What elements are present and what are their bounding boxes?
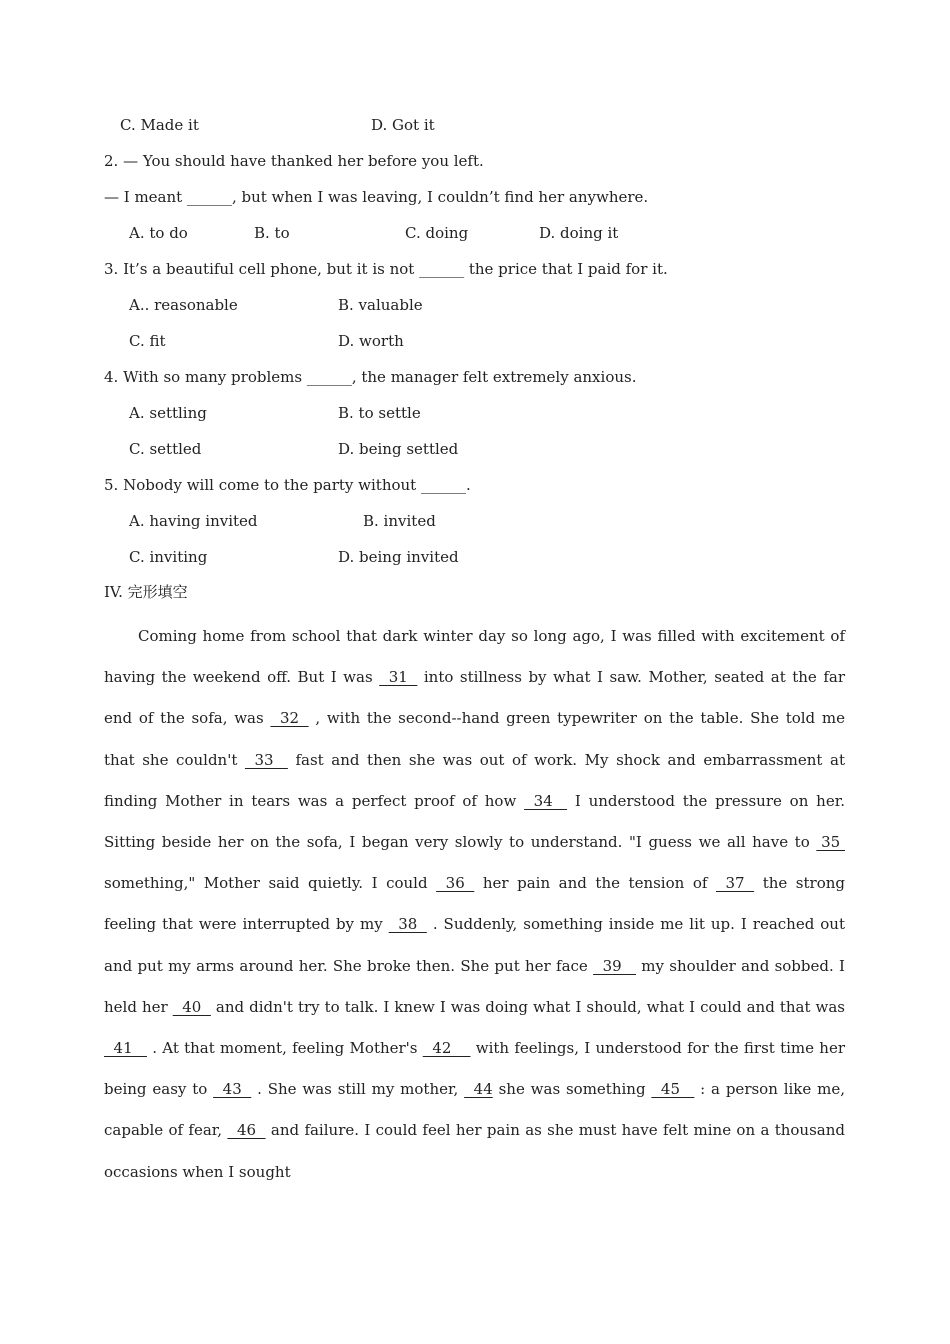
q4-option-c: C. settled — [129, 440, 202, 458]
q5-option-b: B. invited — [363, 512, 436, 530]
q2-option-b: B. to — [254, 224, 290, 242]
blank-40: 40 — [172, 997, 211, 1016]
blank-35: 35 — [816, 833, 845, 852]
passage-text: the strong feeling that were interrupted by my — [104, 874, 845, 934]
q1-option-d: D. Got it — [371, 116, 435, 134]
passage-text: : a person like me, capable of fear, — [104, 1080, 845, 1140]
blank-38: 38 — [388, 915, 427, 934]
blank-37: 37 — [715, 874, 755, 893]
q4-option-a: A. settling — [129, 404, 207, 422]
q2-option-c: C. doing — [405, 224, 469, 242]
blank-45: 45 — [651, 1080, 695, 1099]
passage-text: and failure. I could feel her pain as she must have felt mine on a thousand occasions when I sought — [104, 1121, 846, 1181]
passage-text: , with the second--hand green typewriter on the table. She told me that she couldn't — [104, 709, 845, 769]
passage-text: . She was still my mother, — [251, 1080, 465, 1099]
passage-text: with feelings, I understood for the first time her being easy to — [104, 1039, 845, 1099]
blank-42: 42 — [422, 1039, 471, 1058]
q2-line-2: — I meant ______, but when I was leaving, I couldn’t find her anywhere. — [104, 188, 649, 206]
blank-31: 31 — [379, 668, 418, 687]
blank-46: 46 — [227, 1121, 266, 1140]
q3-option-c: C. fit — [129, 332, 166, 350]
passage-text: into stillness by what I saw. Mother, seated at the far end of the sofa, was — [104, 668, 845, 728]
section-heading: IV. 完形填空 — [104, 583, 188, 601]
blank-43: 43 — [213, 1080, 252, 1099]
passage-text: her pain and the tension of — [474, 874, 716, 893]
cloze-passage — [104, 616, 845, 1193]
q3-option-d: D. worth — [338, 332, 404, 350]
q2-option-d: D. doing it — [539, 224, 619, 242]
passage-text: something," Mother said quietly. I could — [104, 874, 437, 893]
q5-option-a: A. having invited — [129, 512, 258, 530]
q2-line-1: 2. — You should have thanked her before you left. — [104, 152, 484, 170]
blank-39: 39 — [593, 956, 637, 975]
q2-option-a: A. to do — [129, 224, 188, 242]
passage-text: fast and then she was out of work. My shock and embarrassment at finding Mother in tears was a perfect proof of how — [104, 750, 845, 810]
passage-text: my shoulder and sobbed. I held her — [104, 956, 845, 1016]
q4-option-b: B. to settle — [338, 404, 421, 422]
q5-stem: 5. Nobody will come to the party without ______. — [104, 476, 471, 494]
q5-option-d: D. being invited — [338, 548, 459, 566]
blank-34: 34 — [524, 791, 568, 810]
q3-option-b: B. valuable — [338, 296, 423, 314]
blank-33: 33 — [244, 750, 288, 769]
q4-option-d: D. being settled — [338, 440, 459, 458]
passage-text: . At that moment, feeling Mother's — [146, 1039, 423, 1058]
blank-36: 36 — [436, 874, 475, 893]
blank-44: 44 — [464, 1080, 493, 1099]
blank-32: 32 — [270, 709, 309, 728]
passage-text: . Suddenly, something inside me lit up. I reached out and put my arms around her. She broke then. She put her face — [104, 915, 845, 975]
q4-stem: 4. With so many problems ______, the manager felt extremely anxious. — [104, 368, 637, 386]
q1-option-c: C. Made it — [120, 116, 199, 134]
passage-text: Coming home from school that dark winter day so long ago, I was filled with excitement of having the weekend off. But I was — [104, 627, 845, 687]
passage-text: I understood the pressure on her. Sitting beside her on the sofa, I began very slowly to understand. "I guess we all have to — [104, 791, 845, 852]
q3-stem: 3. It’s a beautiful cell phone, but it is not ______ the price that I paid for it. — [104, 260, 668, 278]
blank-41: 41 — [104, 1039, 147, 1058]
q5-option-c: C. inviting — [129, 548, 208, 566]
passage-text: and didn't try to talk. I knew I was doing what I should, what I could and that was — [210, 997, 845, 1016]
q3-option-a: A.. reasonable — [129, 296, 238, 314]
passage-text: she was something — [492, 1080, 652, 1099]
